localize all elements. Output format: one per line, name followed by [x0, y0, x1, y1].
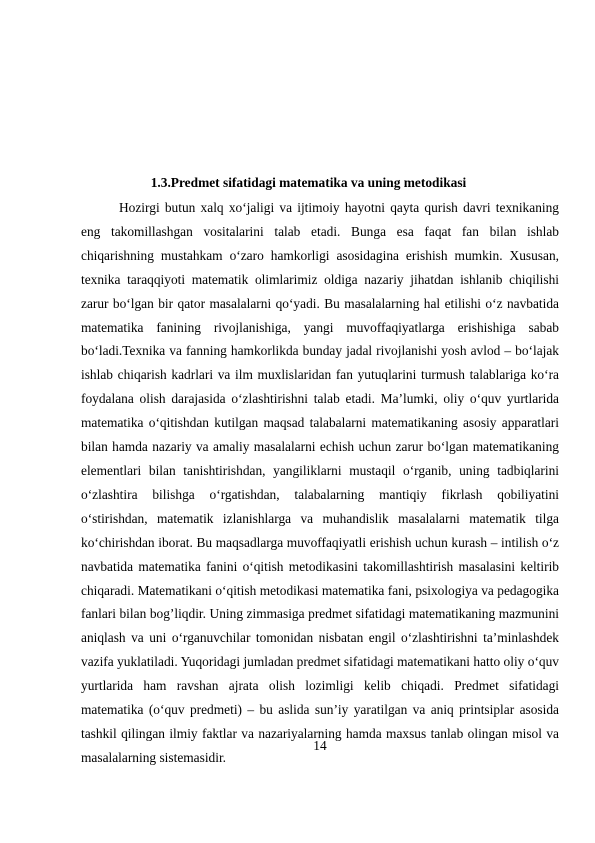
page-number: 14: [313, 738, 327, 753]
body-paragraph: Hozirgi butun xalq xo‘jaligi va ijtimoiy hayotni qayta qurish davri texnikaning eng takomillashgan vositalarini talab etadi. Bunga esa faqat fan bilan ishlab chiqarishning mustahkam o‘zaro hamkorligi asosidagina erishish mumkin. Xususan, texnika taraqqiyoti matematik olimlarimiz oldiga nazariy jihatdan ishlanib chiqilishi zarur bo‘lgan bir qator masalalarni qo‘yadi. Bu masalalarning hal etilishi o‘z navbatida matematika fanining rivojlanishiga, yangi muvoffaqiyatlarga erishishiga sabab bo‘ladi.Texnika va fanning hamkorlikda bunday jadal rivojlanishi yosh avlod – bo‘lajak ishlab chiqarish kadrlari va ilm muxlislaridan fan yutuqlarini turmush talablariga ko‘ra foydalana olish darajasida o‘zlashtirishni talab etadi. Ma’lumki, oliy o‘quv yurtlarida matematika o‘qitishdan kutilgan maqsad talabalarni matematikaning asosiy apparatlari bilan hamda nazariy va amaliy masalalarni echish uchun zarur bo‘lgan matematikaning elementlari bilan tanishtirishdan, yangiliklarni mustaqil o‘rganib, uning tadbiqlarini o‘zlashtira bilishga o‘rgatishdan, talabalarning mantiqiy fikrlash qobiliyatini o‘stirishdan, matematik izlanishlarga va muhandislik masalalarni matematik tilga ko‘chirishdan iborat. Bu maqsadlarga muvoffaqiyatli erishish uchun kurash – intilish o‘z navbatida matematika fanini o‘qitish metodikasini takomillashtirish masalasini keltirib chiqaradi. Matematikani o‘qitish metodikasi matematika fani, psixologiya va pedagogika fanlari bilan bog’liqdir. Uning zimmasiga predmet sifatidagi matematikaning mazmunini aniqlash va uni o‘rganuvchilar tomonidan nisbatan engil o‘zlashtirishni ta’minlashdek vazifa yuklatiladi. Yuqoridagi jumladan predmet sifatidagi matematikani hatto oliy o‘quv yurtlarida ham ravshan ajrata olish lozimligi kelib chiqadi. Predmet sifatidagi matematika (o‘quv predmeti) – bu aslida sun’iy yaratilgan va aniq printsiplar asosida tashkil qilingan ilmiy faktlar va nazariyalarning hamda maxsus tanlab olingan misol va masalalarning sistemasidir.: [81, 200, 559, 765]
section-heading: 1.3.Predmet sifatidagi matematika va uning metodikasi: [150, 175, 467, 190]
